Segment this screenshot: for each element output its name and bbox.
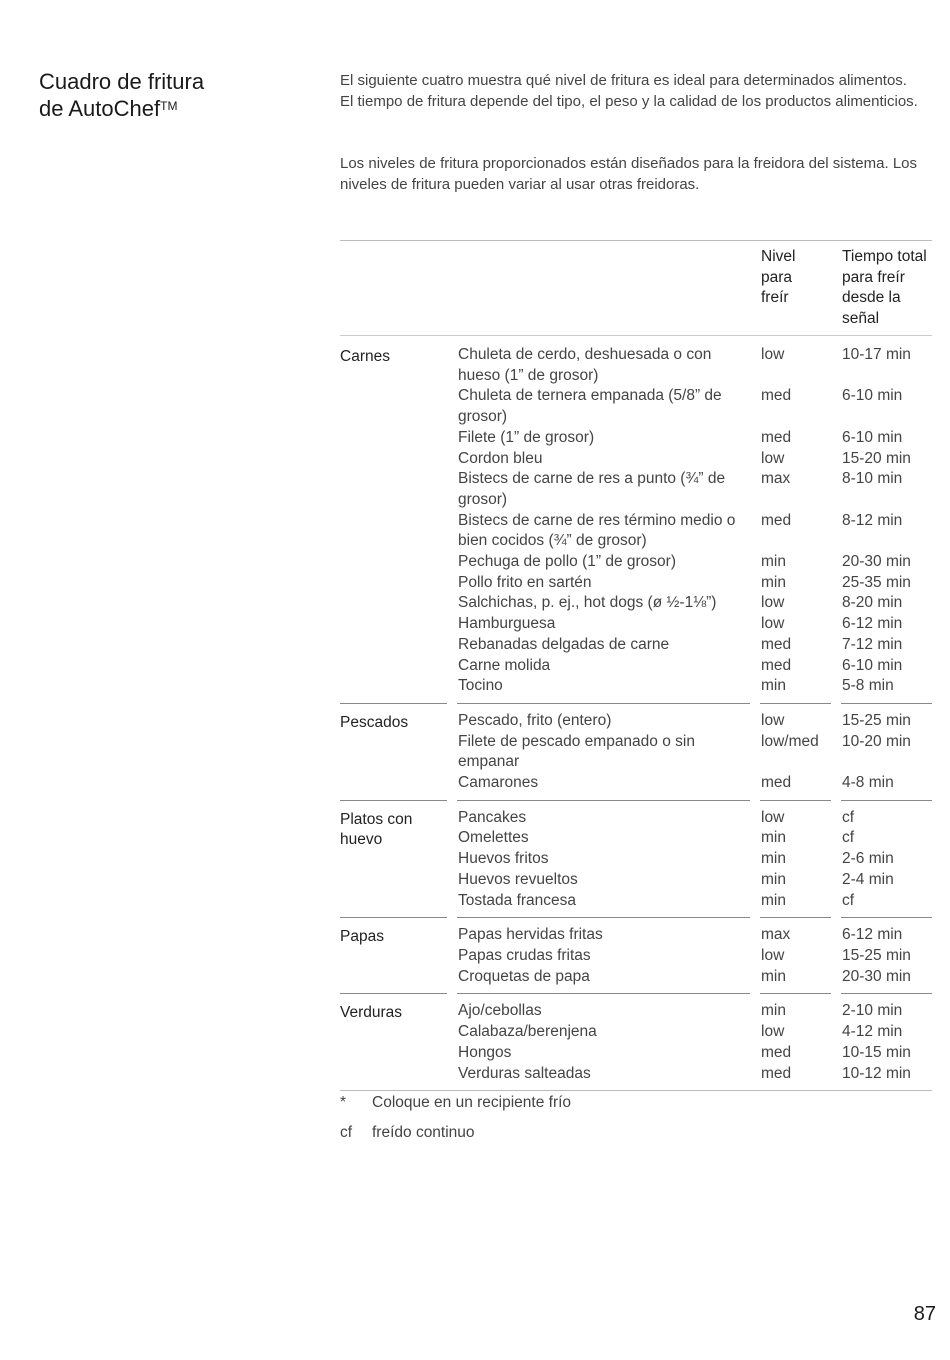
category-rows — [340, 808, 932, 912]
food-cell: Papas hervidas fritas — [458, 926, 603, 944]
separator-segment — [340, 917, 447, 918]
time-cell: 10-20 min — [842, 732, 911, 750]
separator-segment — [457, 917, 750, 918]
food-cell: Filete de pescado empanado o sin empanar — [458, 732, 695, 771]
table-row — [340, 593, 932, 614]
separator-segment — [841, 800, 932, 801]
table-row — [340, 925, 932, 946]
footnote-text: freído continuo — [372, 1124, 475, 1141]
table-row — [340, 773, 932, 794]
food-cell: Pollo frito en sartén — [458, 573, 592, 591]
category-rows — [340, 711, 932, 794]
food-cell: Bistecs de carne de res a punto (¾” de grosor) — [458, 470, 726, 508]
category-label: Platos con huevo — [340, 810, 413, 849]
table-spacer — [340, 336, 932, 344]
food-cell: Verduras salteadas — [458, 1064, 591, 1082]
header-time: Tiempo total para freír desde la señal — [842, 248, 927, 328]
table-row — [340, 614, 932, 635]
level-cell: med — [761, 1043, 792, 1061]
category-label: Carnes — [340, 348, 390, 365]
food-cell: Rebanadas delgadas de carne — [458, 635, 670, 653]
level-cell: min — [761, 870, 786, 888]
time-cell: 6-10 min — [842, 428, 903, 446]
category-label: Pescados — [340, 713, 409, 731]
table-row — [340, 711, 932, 732]
food-cell: Filete (1” de grosor) — [458, 428, 595, 446]
header-level: Nivel para freír — [761, 248, 796, 307]
table-row — [340, 511, 932, 552]
time-cell: 15-25 min — [842, 711, 911, 729]
table-body — [340, 336, 932, 1084]
level-cell: med — [761, 774, 792, 792]
time-cell: 6-10 min — [842, 656, 903, 674]
table-row — [340, 676, 932, 697]
trademark-symbol: TM — [160, 99, 178, 113]
separator-segment — [340, 800, 447, 801]
food-cell: Pechuga de pollo (1” de grosor) — [458, 553, 676, 571]
food-cell: Huevos fritos — [458, 850, 549, 868]
table-row — [340, 828, 932, 849]
category-group — [340, 1000, 932, 1084]
level-cell: min — [761, 829, 786, 847]
level-cell: low — [761, 615, 785, 633]
time-cell: 7-12 min — [842, 635, 903, 653]
group-separator — [340, 800, 932, 801]
separator-segment — [841, 917, 932, 918]
table-row — [340, 469, 932, 510]
level-cell: low — [761, 449, 785, 467]
table-row — [340, 345, 932, 386]
table-row — [340, 386, 932, 427]
food-cell: Huevos revueltos — [458, 870, 578, 888]
category-label: Verduras — [340, 1004, 403, 1022]
time-cell: 20-30 min — [842, 967, 911, 985]
category-group — [340, 344, 932, 697]
time-cell: 25-35 min — [842, 573, 911, 591]
time-cell: 10-17 min — [842, 346, 911, 363]
time-cell: 6-12 min — [842, 926, 903, 944]
table-row — [340, 808, 932, 829]
table-row — [340, 635, 932, 656]
food-cell: Tocino — [458, 677, 503, 695]
time-cell: 2-10 min — [842, 1002, 903, 1020]
table-row — [340, 656, 932, 677]
level-cell: min — [761, 891, 786, 909]
footnote-mark: * — [340, 1094, 347, 1111]
page-title — [39, 70, 299, 121]
table-row — [340, 1064, 932, 1085]
table-row — [340, 1022, 932, 1043]
time-cell: cf — [842, 829, 855, 847]
food-cell: Carne molida — [458, 656, 551, 674]
separator-segment — [760, 993, 831, 994]
time-cell: 8-10 min — [842, 470, 903, 488]
time-cell: 15-25 min — [842, 946, 911, 964]
table-row — [340, 428, 932, 449]
level-cell: min — [761, 850, 786, 868]
time-cell: 6-10 min — [842, 387, 903, 405]
separator-segment — [841, 993, 932, 994]
page-title-line1: Cuadro de fritura — [39, 69, 205, 94]
table-row — [340, 449, 932, 470]
time-cell: 8-12 min — [842, 511, 903, 529]
level-cell: low — [761, 346, 785, 363]
level-cell: min — [761, 677, 786, 695]
level-cell: low — [761, 1023, 785, 1041]
food-cell: Pancakes — [458, 808, 527, 826]
footnote-asterisk — [340, 1094, 740, 1112]
food-cell: Pescado, frito (entero) — [458, 711, 612, 729]
food-cell: Cordon bleu — [458, 449, 543, 467]
time-cell: 15-20 min — [842, 449, 911, 467]
table-row — [340, 732, 932, 773]
food-cell: Croquetas de papa — [458, 967, 590, 985]
category-group — [340, 924, 932, 987]
level-cell: min — [761, 1002, 786, 1020]
level-cell: min — [761, 573, 786, 591]
category-rows — [340, 925, 932, 987]
table-row — [340, 849, 932, 870]
footnote-cf — [340, 1124, 740, 1142]
separator-segment — [457, 703, 750, 704]
table-row — [340, 573, 932, 594]
food-cell: Salchichas, p. ej., hot dogs (ø ½-1⅛”) — [458, 594, 717, 612]
level-cell: med — [761, 635, 792, 653]
food-cell: Hongos — [458, 1043, 512, 1061]
group-separator — [340, 917, 932, 918]
category-rows — [340, 345, 932, 697]
time-cell: 2-4 min — [842, 870, 894, 888]
table-row — [340, 870, 932, 891]
page-title-line2-text: de AutoChef — [39, 96, 161, 121]
table-bottom-rule — [340, 1090, 932, 1091]
footnote-mark: cf — [340, 1124, 353, 1141]
separator-segment — [340, 703, 447, 704]
food-cell: Hamburguesa — [458, 615, 556, 633]
category-group — [340, 807, 932, 912]
footnote-text: Coloque en un recipiente frío — [372, 1094, 572, 1111]
category-rows — [340, 1001, 932, 1084]
time-cell: 8-20 min — [842, 594, 903, 612]
frying-table — [340, 240, 932, 1091]
time-cell: 10-12 min — [842, 1064, 911, 1082]
separator-segment — [760, 800, 831, 801]
time-cell: 4-8 min — [842, 774, 894, 792]
level-cell: med — [761, 511, 792, 529]
separator-segment — [760, 917, 831, 918]
group-separator — [340, 703, 932, 704]
table-row — [340, 552, 932, 573]
time-cell: cf — [842, 891, 855, 909]
table-row — [340, 891, 932, 912]
food-cell: Omelettes — [458, 829, 529, 847]
time-cell: 5-8 min — [842, 677, 894, 695]
category-label: Papas — [340, 928, 384, 946]
level-cell: low — [761, 594, 785, 612]
level-cell: low — [761, 808, 785, 826]
separator-segment — [841, 703, 932, 704]
table-row — [340, 967, 932, 988]
food-cell: Chuleta de ternera empanada (5/8” de grosor) — [458, 387, 722, 426]
food-cell: Camarones — [458, 774, 539, 792]
separator-segment — [457, 993, 750, 994]
table-header-row — [340, 241, 932, 336]
level-cell: min — [761, 553, 786, 571]
level-cell: max — [761, 470, 791, 488]
table-row — [340, 1043, 932, 1064]
intro-paragraph-1: El siguiente cuatro muestra qué nivel de fritura es ideal para determinados alimentos. El tiempo de fritura depende del tipo, el peso y la calidad de los productos alimenticios. — [340, 72, 918, 110]
food-cell: Papas crudas fritas — [458, 946, 591, 964]
level-cell: med — [761, 387, 792, 405]
separator-segment — [340, 993, 447, 994]
group-separator — [340, 993, 932, 994]
level-cell: med — [761, 1064, 792, 1082]
time-cell: 10-15 min — [842, 1043, 911, 1061]
time-cell: cf — [842, 808, 855, 826]
category-group — [340, 710, 932, 794]
food-cell: Tostada francesa — [458, 891, 577, 909]
table-row — [340, 1001, 932, 1022]
level-cell: med — [761, 656, 792, 674]
table-row — [340, 946, 932, 967]
separator-segment — [760, 703, 831, 704]
time-cell: 4-12 min — [842, 1023, 903, 1041]
level-cell: low — [761, 946, 785, 964]
page-number: 87 — [913, 1303, 936, 1325]
level-cell: low/med — [761, 732, 819, 750]
food-cell: Chuleta de cerdo, deshuesada o con hueso (1” de grosor) — [458, 346, 712, 384]
food-cell: Bistecs de carne de res término medio o bien cocidos (¾” de grosor) — [458, 511, 736, 550]
level-cell: low — [761, 711, 785, 729]
level-cell: med — [761, 428, 792, 446]
level-cell: max — [761, 926, 791, 944]
intro-paragraph-2: Los niveles de fritura proporcionados están diseñados para la freidora del sistema. Los niveles de fritura pueden variar al usar otras freidoras. — [340, 155, 918, 193]
food-cell: Ajo/cebollas — [458, 1002, 542, 1020]
separator-segment — [457, 800, 750, 801]
food-cell: Calabaza/berenjena — [458, 1023, 597, 1041]
level-cell: min — [761, 967, 786, 985]
time-cell: 20-30 min — [842, 553, 911, 571]
time-cell: 2-6 min — [842, 850, 894, 868]
time-cell: 6-12 min — [842, 615, 903, 633]
page-title-line2 — [39, 94, 299, 121]
